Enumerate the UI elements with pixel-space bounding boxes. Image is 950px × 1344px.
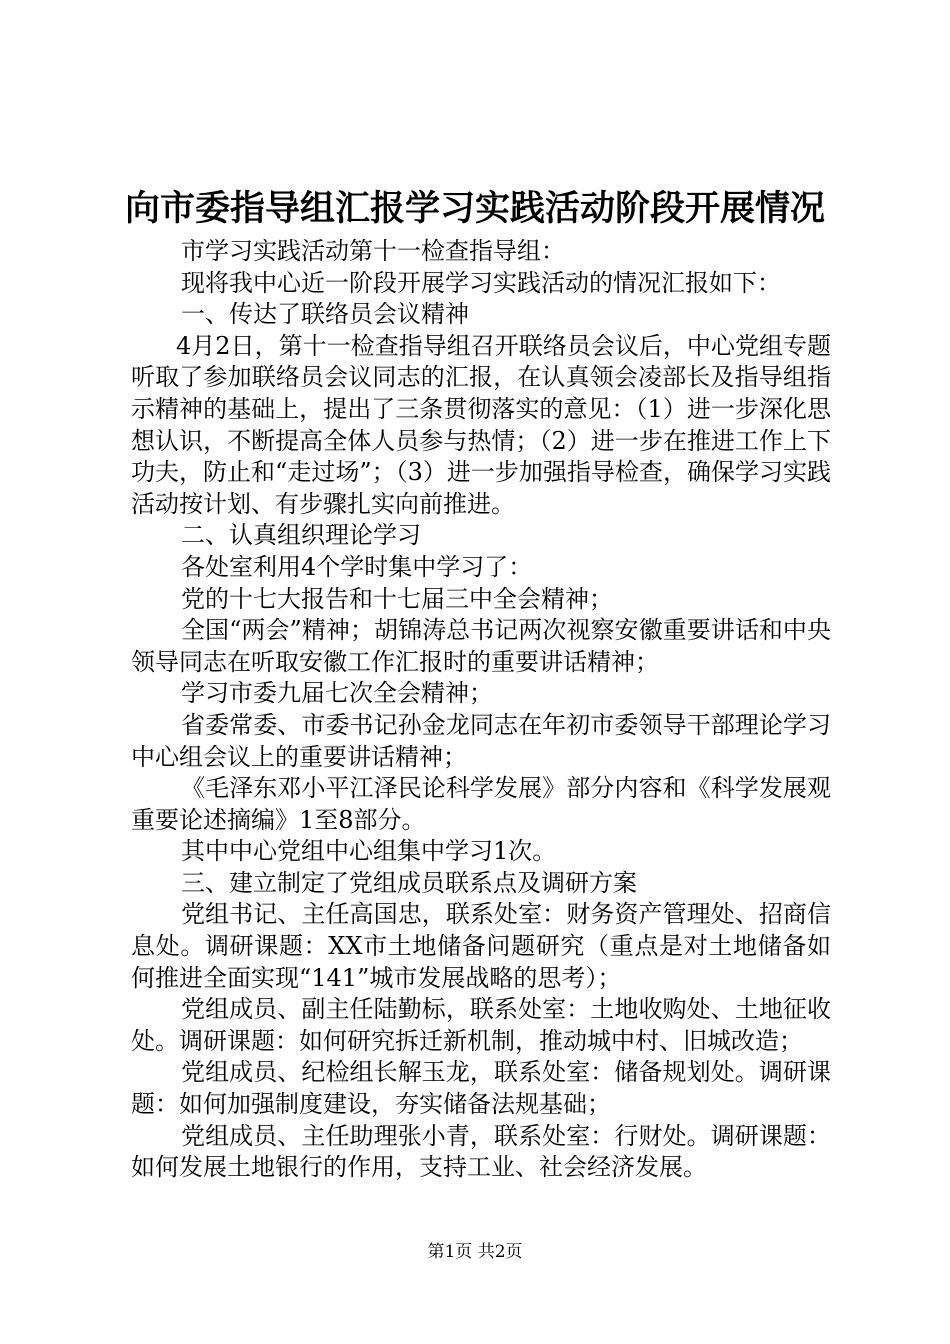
body-paragraph: 各处室利用4个学时集中学习了： bbox=[181, 552, 533, 581]
section-heading-1: 一、传达了联络员会议精神 bbox=[181, 300, 469, 329]
page-footer: 第1页 共2页 bbox=[427, 1242, 523, 1262]
list-item: 省委常委、市委书记孙金龙同志在年初市委领导干部理论学习中心组会议上的重要讲话精神； bbox=[131, 710, 831, 771]
body-paragraph: 党组成员、主任助理张小青，联系处室：行财处。调研课题：如何发展土地银行的作用，支持工业、社会经济发展。 bbox=[131, 1121, 831, 1182]
section-heading-2: 二、认真组织理论学习 bbox=[181, 521, 421, 550]
intro-paragraph: 现将我中心近一阶段开展学习实践活动的情况汇报如下： bbox=[181, 268, 781, 297]
body-paragraph: 党组成员、副主任陆勤标，联系处室：土地收购处、土地征收处。调研课题：如何研究拆迁新机制，推动城中村、旧城改造； bbox=[131, 995, 831, 1055]
document-title: 向市委指导组汇报学习实践活动阶段开展情况 bbox=[124, 188, 825, 229]
section-heading-3: 三、建立制定了党组成员联系点及调研方案 bbox=[181, 868, 637, 897]
body-paragraph: 党组成员、纪检组长解玉龙，联系处室：储备规划处。调研课题：如何加强制度建设，夯实储备法规基础； bbox=[131, 1058, 831, 1119]
list-item: 党的十七大报告和十七届三中全会精神； bbox=[181, 584, 613, 613]
body-paragraph: 其中中心党组中心组集中学习1次。 bbox=[181, 837, 557, 866]
list-item: 学习市委九届七次全会精神； bbox=[181, 679, 493, 708]
body-paragraph: 党组书记、主任高国忠，联系处室：财务资产管理处、招商信息处。调研课题：XX市土地储备问题研究（重点是对土地储备如何推进全面实现“141”城市发展战略的思考）； bbox=[131, 900, 831, 992]
list-item: 全国“两会”精神；胡锦涛总书记两次视察安徽重要讲话和中央领导同志在听取安徽工作汇报时的重要讲话精神； bbox=[131, 616, 831, 676]
document-body bbox=[131, 236, 831, 1184]
list-item: 《毛泽东邓小平江泽民论科学发展》部分内容和《科学发展观重要论述摘编》1至8部分。 bbox=[131, 774, 831, 834]
salutation: 市学习实践活动第十一检查指导组： bbox=[181, 237, 565, 265]
body-paragraph: 4月2日，第十一检查指导组召开联络员会议后，中心党组专题听取了参加联络员会议同志的汇报，在认真领会凌部长及指导组指示精神的基础上，提出了三条贯彻落实的意见：（1）进一步深化思想认识，不断提高全体人员参与热情；（2）进一步在推进工作上下功夫，防止和“走过场”；（3）进一步加强指导检查，确保学习实践活动按计划、有步骤扎实向前推进。 bbox=[131, 331, 831, 518]
